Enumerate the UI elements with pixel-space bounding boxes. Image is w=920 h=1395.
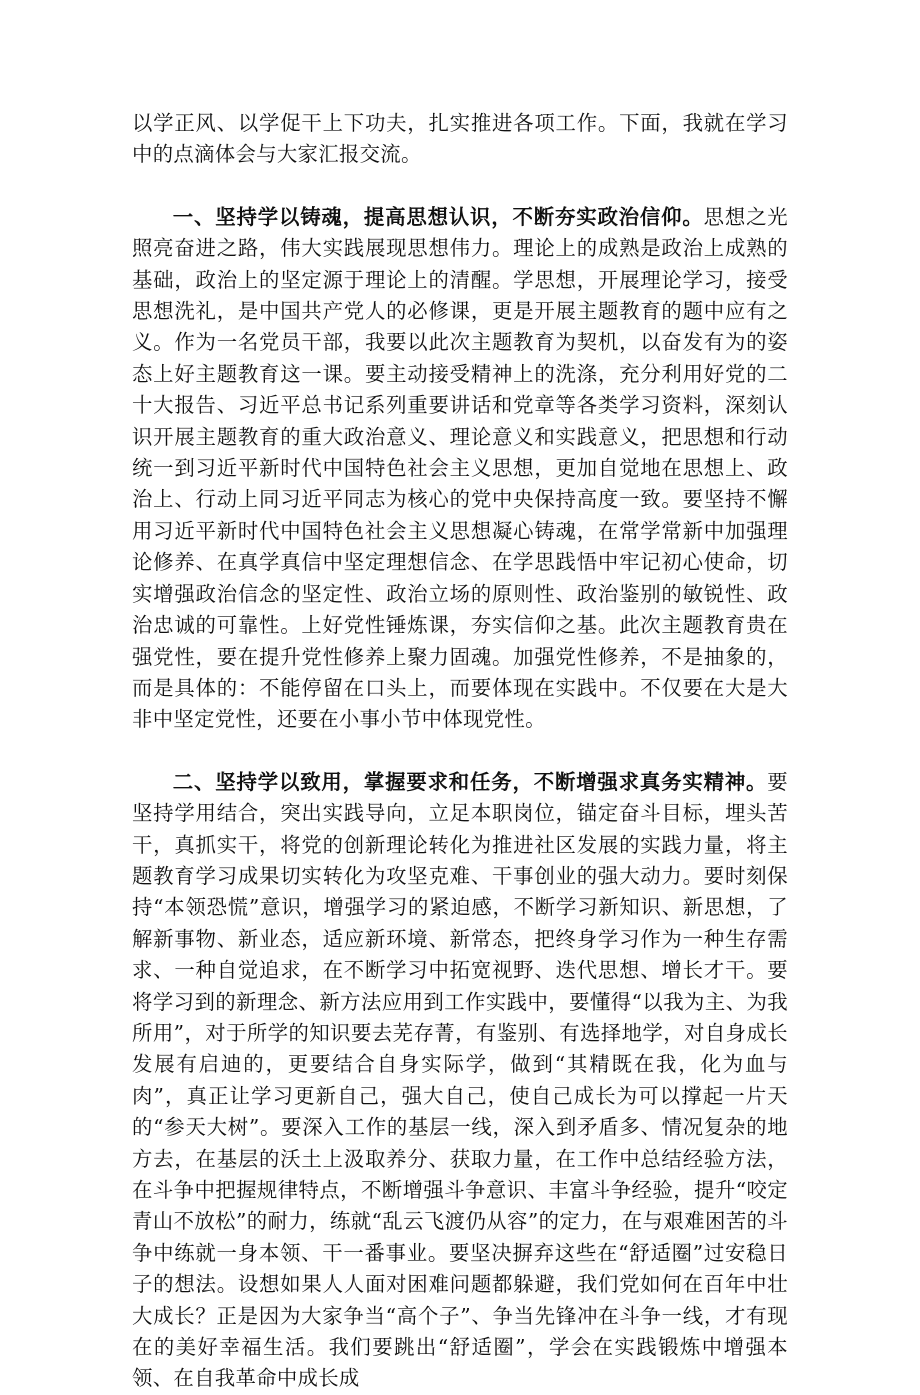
section-heading: 一、坚持学以铸魂，提高思想认识，不断夯实政治信仰。 xyxy=(172,204,704,229)
paragraph-text: 要坚持学用结合，突出实践导向，立足本职岗位，锚定奋斗目标，埋头苦干，真抓实干，将党的创新理论转化为推进社区发展的实践力量，将主题教育学习成果切实转化为攻坚克难、干事创业的强大动力。要时刻保持“本领恐慌”意识，增强学习的紧迫感，不断学习新知识、新思想，了解新事物、新业态，适应新环境、新常态，把终身学习作为一种生存需求、一种自觉追求，在不断学习中拓宽视野、迭代思想、增长才干。要将学习到的新理念、新方法应用到工作实践中，要懂得“以我为主、为我所用”，对于所学的知识要去芜存菁，有鉴别、有选择地学，对自身成长发展有启迪的，更要结合自身实际学，做到“其精既在我，化为血与肉”，真正让学习更新自己，强大自己，使自己成长为可以撑起一片天的“参天大树”。要深入工作的基层一线，深入到矛盾多、情况复杂的地方去，在基层的沃土上汲取养分、获取力量，在工作中总结经验方法，在斗争中把握规律特点，不断增强斗争意识、丰富斗争经验，提升“咬定青山不放松”的耐力，练就“乱云飞渡仍从容”的定力，在与艰难困苦的斗争中练就一身本领、干一番事业。要坚决摒弃这些在“舒适圈”过安稳日子的想法。设想如果人人面对困难问题都躲避，我们党如何在百年中壮大成长？正是因为大家争当“高个子”、争当先锋冲在斗争一线，才有现在的美好幸福生活。我们要跳出“舒适圈”，学会在实践锻炼中增强本领、在自我革命中成长成 xyxy=(132,769,788,1391)
section-heading: 二、坚持学以致用，掌握要求和任务，不断增强求真务实精神。 xyxy=(172,769,768,794)
paragraph-gap xyxy=(132,736,788,767)
paragraph-text: 以学正风、以学促干上下功夫，扎实推进各项工作。下面，我就在学习中的点滴体会与大家汇报交流。 xyxy=(132,111,788,167)
paragraph-section-one xyxy=(132,202,788,736)
paragraph-gap xyxy=(132,171,788,202)
paragraph-text: 思想之光照亮奋进之路，伟大实践展现思想伟力。理论上的成熟是政治上成熟的基础，政治上的坚定源于理论上的清醒。学思想，开展理论学习，接受思想洗礼，是中国共产党人的必修课，更是开展主题教育的题中应有之义。作为一名党员干部，我要以此次主题教育为契机，以奋发有为的姿态上好主题教育这一课。要主动接受精神上的洗涤，充分利用好党的二十大报告、习近平总书记系列重要讲话和党章等各类学习资料，深刻认识开展主题教育的重大政治意义、理论意义和实践意义，把思想和行动统一到习近平新时代中国特色社会主义思想，更加自觉地在思想上、政治上、行动上同习近平同志为核心的党中央保持高度一致。要坚持不懈用习近平新时代中国特色社会主义思想凝心铸魂，在常学常新中加强理论修养、在真学真信中坚定理想信念、在学思践悟中牢记初心使命，切实增强政治信念的坚定性、政治立场的原则性、政治鉴别的敏锐性、政治忠诚的可靠性。上好党性锤炼课，夯实信仰之基。此次主题教育贵在强党性，要在提升党性修养上聚力固魂。加强党性修养，不是抽象的，而是具体的：不能停留在口头上，而要体现在实践中。不仅要在大是大非中坚定党性，还要在小事小节中体现党性。 xyxy=(132,204,788,732)
paragraph-intro xyxy=(132,108,788,171)
